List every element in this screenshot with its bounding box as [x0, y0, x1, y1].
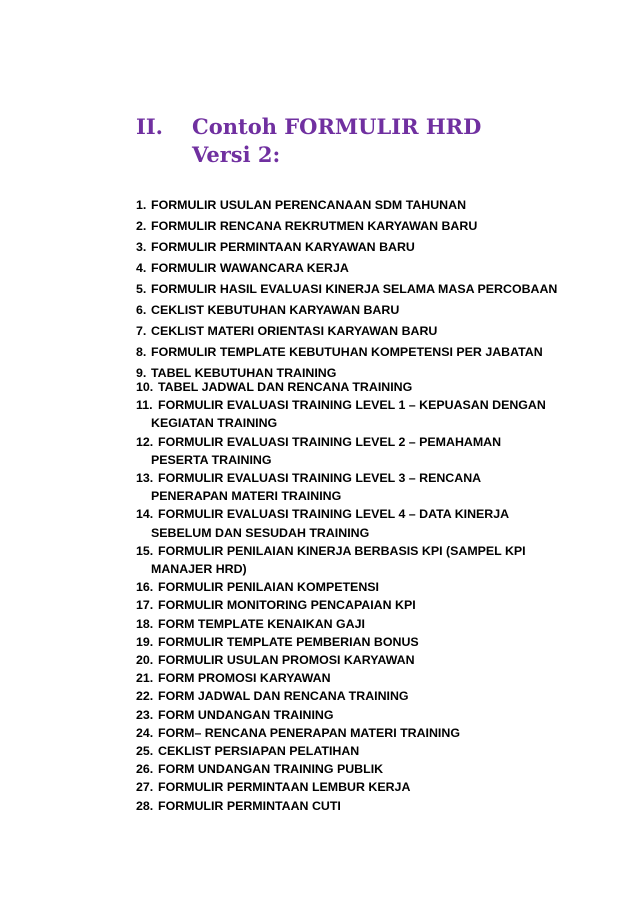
list-item-number: 20. — [136, 653, 154, 668]
list-item-text: FORMULIR WAWANCARA KERJA — [151, 261, 349, 275]
list-item — [136, 797, 596, 815]
list-item-text: FORMULIR USULAN PERENCANAAN SDM TAHUNAN — [151, 198, 467, 212]
list-item-text: FORM– RENCANA PENERAPAN MATERI TRAINING — [158, 725, 460, 740]
list-item-number: 8. — [136, 345, 147, 359]
list-item-number: 26. — [136, 762, 154, 777]
list-item-text: FORM JADWAL DAN RENCANA TRAINING — [158, 689, 409, 704]
list-item-number: 5. — [136, 282, 147, 296]
list-item — [136, 216, 596, 237]
list-item — [136, 195, 596, 216]
list-item-text: FORMULIR TEMPLATE KEBUTUHAN KOMPETENSI PER JABATAN — [151, 345, 543, 359]
list-item-number: 14. — [136, 507, 154, 522]
list-item — [136, 469, 596, 505]
list-item — [136, 396, 596, 432]
list-item-text: FORMULIR HASIL EVALUASI KINERJA SELAMA MASA PERCOBAAN — [151, 282, 558, 296]
list-item-number: 15. — [136, 543, 154, 558]
list-item — [136, 706, 596, 724]
list-item-text: CEKLIST PERSIAPAN PELATIHAN — [158, 744, 360, 759]
list-item — [136, 300, 596, 321]
list-item-number: 12. — [136, 434, 154, 449]
list-item-number: 22. — [136, 689, 154, 704]
list-item-number: 19. — [136, 634, 154, 649]
list-item — [136, 578, 596, 596]
list-item-number: 23. — [136, 707, 154, 722]
list-item-text: FORMULIR TEMPLATE PEMBERIAN BONUS — [158, 634, 419, 649]
list-item-text-continued: SEBELUM DAN SESUDAH TRAINING — [151, 525, 370, 540]
list-item-text: FORM PROMOSI KARYAWAN — [158, 671, 331, 686]
list-item-text: FORMULIR EVALUASI TRAINING LEVEL 4 – DATA KINERJA — [158, 507, 510, 522]
list-item-number: 2. — [136, 219, 147, 233]
list-item-number: 27. — [136, 780, 154, 795]
list-item-text: TABEL KEBUTUHAN TRAINING — [151, 366, 337, 380]
list-item-text: CEKLIST MATERI ORIENTASI KARYAWAN BARU — [151, 324, 438, 338]
form-list-part-1 — [136, 195, 596, 384]
list-item — [136, 433, 596, 469]
list-item — [136, 615, 596, 633]
list-item — [136, 378, 596, 396]
list-item-text: FORMULIR MONITORING PENCAPAIAN KPI — [158, 598, 416, 613]
list-item-number: 17. — [136, 598, 154, 613]
list-item-number: 3. — [136, 240, 147, 254]
list-item-text: FORMULIR PERMINTAAN KARYAWAN BARU — [151, 240, 415, 254]
list-item — [136, 778, 596, 796]
list-item — [136, 742, 596, 760]
list-item — [136, 633, 596, 651]
list-item-text: FORMULIR USULAN PROMOSI KARYAWAN — [158, 653, 415, 668]
section-title-line-2: Versi 2: — [192, 142, 281, 167]
list-item — [136, 651, 596, 669]
list-item — [136, 258, 596, 279]
list-item-number: 16. — [136, 580, 154, 595]
list-item-text: FORMULIR PERMINTAAN LEMBUR KERJA — [158, 780, 411, 795]
list-item-text: FORMULIR RENCANA REKRUTMEN KARYAWAN BARU — [151, 219, 478, 233]
list-item — [136, 279, 596, 300]
list-item-text-continued: MANAJER HRD) — [151, 562, 247, 577]
section-number: II. — [136, 114, 163, 139]
list-item-text: FORMULIR EVALUASI TRAINING LEVEL 2 – PEMAHAMAN — [158, 434, 502, 449]
list-item-number: 18. — [136, 616, 154, 631]
list-item-number: 10. — [136, 380, 154, 394]
list-item-text: FORMULIR EVALUASI TRAINING LEVEL 3 – RENCANA — [158, 471, 482, 486]
list-item-number: 13. — [136, 471, 154, 486]
form-list-part-2 — [136, 378, 596, 815]
list-item-text: FORM TEMPLATE KENAIKAN GAJI — [158, 616, 365, 631]
list-item — [136, 687, 596, 705]
list-item — [136, 505, 596, 541]
list-item-text-continued: PENERAPAN MATERI TRAINING — [151, 489, 342, 504]
list-item-text: CEKLIST KEBUTUHAN KARYAWAN BARU — [151, 303, 400, 317]
list-item-number: 9. — [136, 366, 147, 380]
list-item-number: 11. — [136, 398, 153, 413]
section-title-line-1: Contoh FORMULIR HRD — [192, 114, 482, 139]
list-item — [136, 724, 596, 742]
list-item — [136, 669, 596, 687]
list-item-number: 4. — [136, 261, 147, 275]
list-item — [136, 760, 596, 778]
list-item-text: FORMULIR PENILAIAN KOMPETENSI — [158, 580, 379, 595]
list-item-number: 25. — [136, 744, 154, 759]
list-item-text-continued: KEGIATAN TRAINING — [151, 416, 278, 431]
list-item-text: FORMULIR PERMINTAAN CUTI — [158, 798, 341, 813]
list-item — [136, 542, 596, 578]
list-item-text: FORMULIR EVALUASI TRAINING LEVEL 1 – KEPUASAN DENGAN — [158, 398, 546, 413]
list-item-number: 1. — [136, 198, 147, 212]
list-item — [136, 342, 596, 363]
list-item-text: FORMULIR PENILAIAN KINERJA BERBASIS KPI (SAMPEL KPI — [158, 543, 526, 558]
section-title — [192, 113, 481, 169]
list-item — [136, 321, 596, 342]
list-item-text: TABEL JADWAL DAN RENCANA TRAINING — [158, 380, 413, 394]
list-item-number: 6. — [136, 303, 147, 317]
list-item-number: 28. — [136, 798, 154, 813]
list-item — [136, 237, 596, 258]
list-item-number: 24. — [136, 725, 154, 740]
list-item-number: 7. — [136, 324, 147, 338]
list-item-text: FORM UNDANGAN TRAINING — [158, 707, 334, 722]
list-item-text-continued: PESERTA TRAINING — [151, 452, 272, 467]
list-item — [136, 596, 596, 614]
list-item-number: 21. — [136, 671, 154, 686]
list-item-text: FORM UNDANGAN TRAINING PUBLIK — [158, 762, 384, 777]
